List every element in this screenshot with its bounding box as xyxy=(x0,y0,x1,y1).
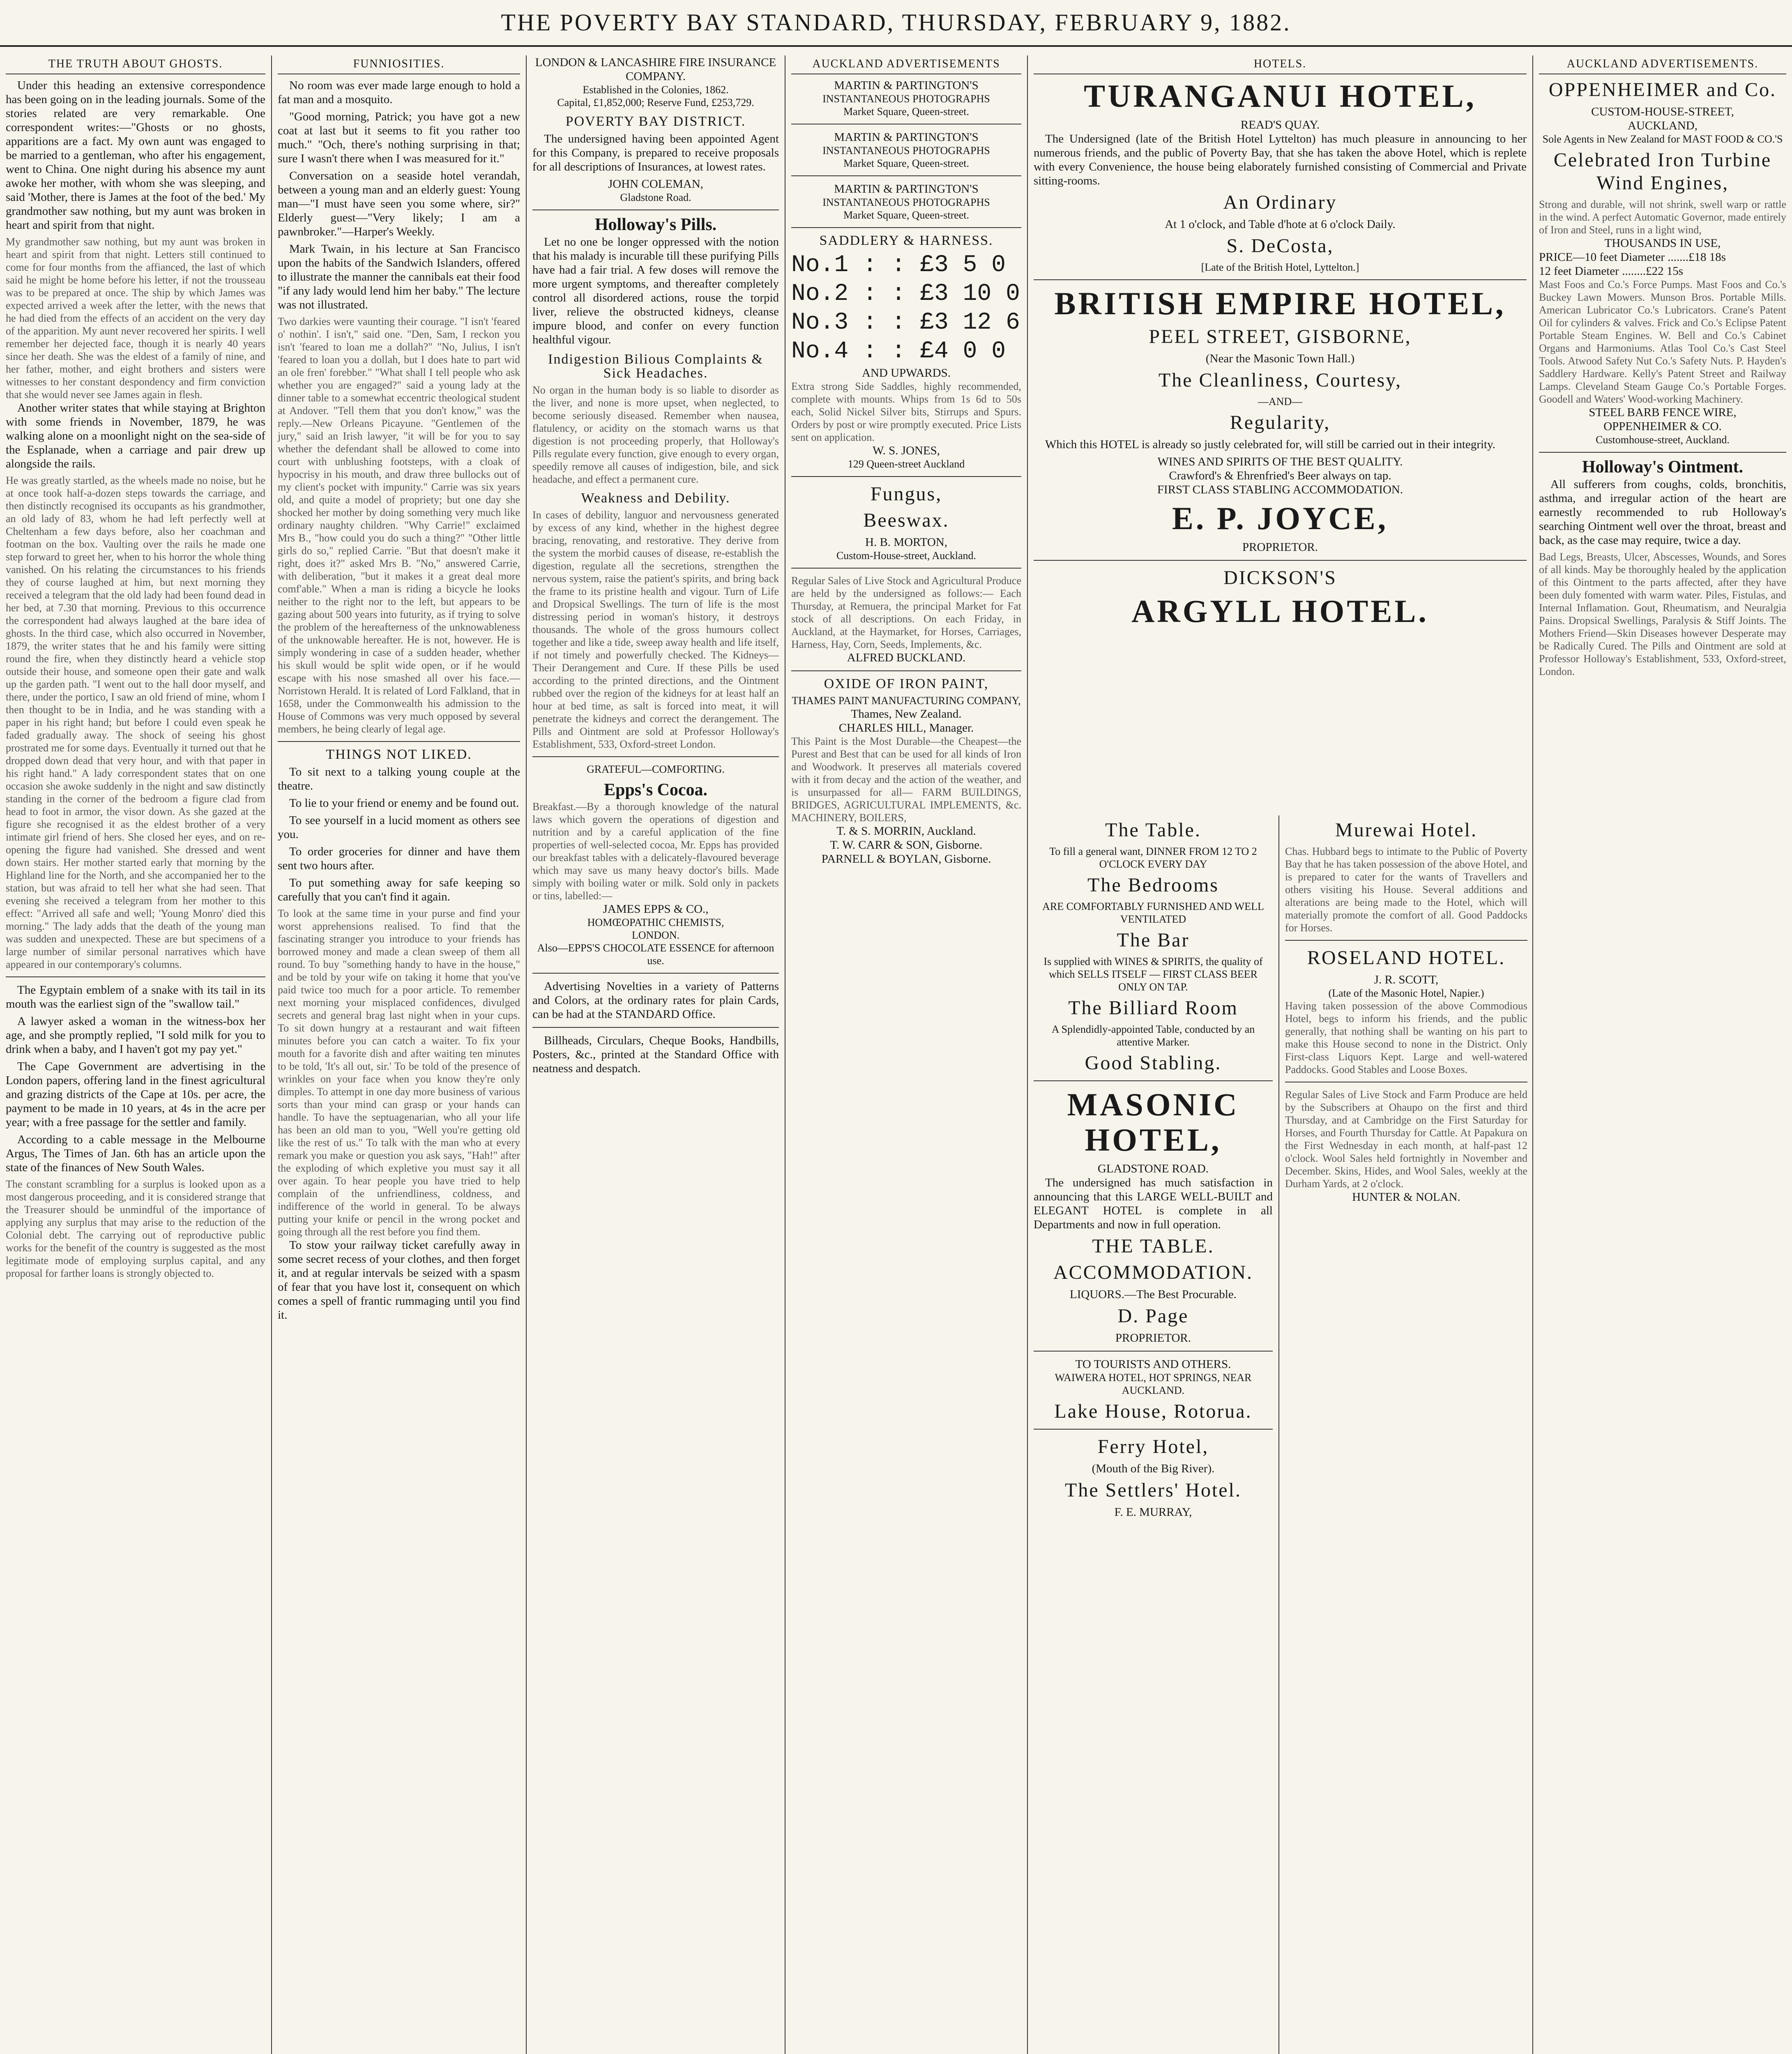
auctioneers-name: HUNTER & NOLAN. xyxy=(1352,1190,1460,1204)
saddler-name: W. S. JONES, xyxy=(872,444,940,457)
divider xyxy=(532,973,779,974)
photographer-line: INSTANTANEOUS PHOTOGRAPHS xyxy=(822,93,990,105)
divider xyxy=(791,568,1021,569)
article-paragraph: The Cape Government are advertising in the London papers, offering land in the finest agricultural and grazing districts of the Cape at 10s. per acre, the payment to be made in 10 years, at 4s in the acre per year; with a free passage for the settler and family. xyxy=(6,1060,265,1129)
auctioneer-name: ALFRED BUCKLAND. xyxy=(847,651,966,664)
paint-agent: T. W. CARR & SON, Gisborne. xyxy=(830,838,983,852)
british-empire-street: PEEL STREET, GISBORNE, xyxy=(1149,326,1412,348)
settlers-hotel: The Settlers' Hotel. xyxy=(1065,1479,1242,1501)
british-empire-near: (Near the Masonic Town Hall.) xyxy=(1205,352,1355,365)
roseland-hotel: ROSELAND HOTEL. xyxy=(1307,947,1506,969)
oppenheimer-agents: Sole Agents in New Zealand for MAST FOOD & CO.'S xyxy=(1542,133,1783,145)
divider xyxy=(532,756,779,757)
fungus-heading: Fungus, xyxy=(870,483,942,505)
insurance-established: Established in the Colonies, 1862. xyxy=(583,84,729,96)
divider xyxy=(532,1027,779,1028)
photographer-name: MARTIN & PARTINGTON'S xyxy=(834,182,979,196)
buyer-name: H. B. MORTON, xyxy=(865,536,947,549)
paint-agent: T. & S. MORRIN, Auckland. xyxy=(836,824,976,838)
buyer-address: Custom-House-street, Auckland. xyxy=(836,550,977,562)
epps-city: LONDON. xyxy=(631,929,680,941)
article-body-text: The constant scrambling for a surplus is looked upon as a most dangerous proceeding, and it is considered strange that the Treasurer should be unmindful of the importance of applying any surplus that may arise to the reduction of the Colonial debt. The carrying out of reproductive public works for the benefit of the country is suggested as the most legitimate mode of employing surplus capital, and any proposal for farther loans is strongly objected to. xyxy=(6,1178,265,1279)
divider xyxy=(791,670,1021,671)
epps-maker: JAMES EPPS & CO., xyxy=(603,903,709,916)
oppenheimer-name-2: OPPENHEIMER & CO. xyxy=(1603,420,1722,433)
article-paragraph: Conversation on a seaside hotel verandah, between a young man and an elderly guest: Young man—"I must have seen you some where, sir?" Elderly guest—"Very likely; I am a pawnbroker."—Harper's Weekly. xyxy=(278,169,520,238)
page-name: D. Page xyxy=(1117,1305,1189,1327)
livestock-sales-text: Regular Sales of Live Stock and Farm Produce are held by the Subscribers at Ohaupo on the first and third Thursday, and at Cambridge on the First Saturday for Horses, and Fourth Thursday for Cattle. At Papakura on the First Wednesday in each month, at half-past 12 o'clock. Wool Sales held fortnightly in November and December. Skins, Hides, and Wool Sales, weekly at the Durham Yards, at 2 o'clock. xyxy=(1285,1089,1527,1190)
saddle-price: No.4 : : £4 0 0 xyxy=(791,338,1006,365)
page-proprietor: PROPRIETOR. xyxy=(1115,1331,1191,1345)
list-item: To stow your railway ticket carefully away in some secret recess of your clothes, and then forget it, and at regular intervals be seized with a spasm of fear that you have lost it, consequent on which comes a spell of frantic rummaging until you find it. xyxy=(278,1239,520,1322)
column-heading: AUCKLAND ADVERTISEMENTS. xyxy=(1539,55,1786,74)
joyce-name: E. P. JOYCE, xyxy=(1172,500,1389,536)
argyll-stabling: Good Stabling. xyxy=(1085,1052,1222,1074)
column-funniosities xyxy=(271,55,526,2054)
photographer-line: INSTANTANEOUS PHOTOGRAPHS xyxy=(822,196,990,208)
list-item: To order groceries for dinner and have them sent two hours after. xyxy=(278,845,520,872)
ointment-text: All sufferers from coughs, colds, bronchitis, asthma, and irregular action of the heart are earnestly recommended to rub Holloway's searching Ointment well over the throat, breast and back, as the case may require, twice a day. xyxy=(1539,478,1786,547)
photographer-name: MARTIN & PARTINGTON'S xyxy=(834,131,979,144)
argyll-billiard: The Billiard Room xyxy=(1068,997,1238,1019)
paint-agent: PARNELL & BOYLAN, Gisborne. xyxy=(821,852,991,866)
proprietor-late: [Late of the British Hotel, Lyttelton.] xyxy=(1201,261,1359,273)
list-item: To put something away for safe keeping so carefully that you can't find it again. xyxy=(278,876,520,903)
insurance-address: Gladstone Road. xyxy=(620,191,691,203)
insurance-agent: JOHN COLEMAN, xyxy=(608,177,703,191)
argyll-furnished: ARE COMFORTABLY FURNISHED AND WELL VENTILATED xyxy=(1042,900,1264,925)
murewai-body-text: Chas. Hubbard begs to intimate to the Public of Poverty Bay that he has taken possession of the above Hotel, and is prepared to cater for the wants of Travellers and others visiting his House. Several additions and alterations are being made to the Hotel, which will materially promote the comfort of all. Good Paddocks for Horses. xyxy=(1285,845,1527,934)
divider xyxy=(791,175,1021,176)
article-title: FUNNIOSITIES. xyxy=(278,55,520,74)
argyll-owner: DICKSON'S xyxy=(1223,567,1337,589)
british-empire-wines: WINES AND SPIRITS OF THE BEST QUALITY. xyxy=(1157,455,1403,468)
saddlery-title: SADDLERY & HARNESS. xyxy=(819,233,993,248)
pills-body-text: No organ in the human body is so liable to disorder as the liver, and none is more upset, when neglected, to become seriously diseased. Remember when nausea, flatulency, or acidity on the stomach warns us that digestion is not proceeding properly, that Holloway's Pills regulate every function, give enough to every organ, speedily remove all causes of indigestion, bile, and sick headache, and effect a permanent cure. xyxy=(532,384,779,485)
argyll-bar-text: Is supplied with WINES & SPIRITS, the quality of which SELLS ITSELF — FIRST CLASS BEER ONLY ON TAP. xyxy=(1043,956,1263,993)
article-title: THE TRUTH ABOUT GHOSTS. xyxy=(6,55,265,74)
section-title: THINGS NOT LIKED. xyxy=(326,747,472,762)
masonic-hotel-title: MASONIC HOTEL, xyxy=(1067,1087,1239,1158)
paint-company: THAMES PAINT MANUFACTURING COMPANY, xyxy=(792,695,1021,707)
divider xyxy=(1539,452,1786,453)
argyll-bar: The Bar xyxy=(1117,929,1190,951)
oppenheimer-city: AUCKLAND, xyxy=(1628,119,1698,132)
divider xyxy=(791,227,1021,228)
divider xyxy=(6,976,265,977)
turbine-heading: Celebrated Iron Turbine Wind Engines, xyxy=(1553,149,1772,194)
article-paragraph: No room was ever made large enough to hold a fat man and a mosquito. xyxy=(278,79,520,106)
ferry-subtitle: (Mouth of the Big River). xyxy=(1092,1462,1215,1475)
beeswax-heading: Beeswax. xyxy=(863,509,949,531)
masonic-table: THE TABLE. xyxy=(1092,1235,1214,1257)
advertising-novelties: Advertising Novelties in a variety of Patterns and Colors, at the ordinary rates for plain Cards, can be had at the STANDARD Office. xyxy=(532,980,779,1021)
photographer-name: MARTIN & PARTINGTON'S xyxy=(834,79,979,92)
divider xyxy=(1034,279,1527,280)
column-heading: HOTELS. xyxy=(1034,55,1527,74)
column-advertisements xyxy=(526,55,785,2054)
ointment-body-text: Bad Legs, Breasts, Ulcer, Abscesses, Wounds, and Sores of all kinds. May be thoroughly healed by the application of this Ointment to the parts affected, after they have been duly fomented with warm water. Piles, Fistulas, and Internal Inflamation. Gout, Rheumatism, and Neuralgia Pains. Dropsical Swellings, Paralysis & Stiff Joints. The Mothers Friend—Skin Diseases however Desperate may be Radically Cured. The Pills and Ointment are sold at Professor Holloway's Establishment, 533, Oxford-street, London. xyxy=(1539,551,1786,677)
divider xyxy=(791,476,1021,477)
article-paragraph: Under this heading an extensive correspondence has been going on in the leading journals. Some of the stories related are very remarkable. One correspondent writes:—"Ghosts or no ghosts, apparitions are a fact. My own aunt was engaged to be married to a gentleman, who after his engagement, went to China. One night during his absence my aunt awoke her mother, with whom she was sleeping, and said 'Mother, there is James at the foot of the bed.' My grandmother saw nothing, but my aunt was broken in heart and spirit from that night. xyxy=(6,79,265,232)
argyll-bedrooms: The Bedrooms xyxy=(1087,874,1219,896)
insurance-title: LONDON & LANCASHIRE FIRE INSURANCE COMPANY. xyxy=(535,56,776,83)
article-body-text: To look at the same time in your purse and find your worst apprehensions realised. To find that the fascinating stranger you introduce to your friends has borrowed money and made a clean sweep of them all round. To buy "something handy to have in the house," and be told by your wife on taking it home that you've paid twice too much for a poor article. To remember next morning your misplaced confidences, divulged secrets and general brag last night when in your cups. To sit down hungry at a restaurant and wait fifteen minutes before you can catch a waiter. To fix your mouth for a favorite dish and after waiting ten minutes to be told, 'It's all out, sir.' To be told of the presence of wrinkles on your face when you know they're only dimples. To attempt in one day more business of various sorts than your mind can grasp or your hands can handle. To have the septuagenarian, who all your life has been an old man to you, "Well you're getting old like the rest of us." To talk with the man who at every remark you make or question you ask says, "Hah!" after the exploding of which expletive you must say it all over again. To hear people you have tried to help complain of the unfriendliness, coldness, and indifference of the world in general. To be always putting your knife or pencil in the wrong pocket and going through all the rest before you find them. xyxy=(278,907,520,1238)
pills-weakness: Weakness and Debility. xyxy=(581,490,730,506)
turanganui-hotel-title: TURANGANUI HOTEL, xyxy=(1084,78,1476,114)
oppenheimer-name: OPPENHEIMER and Co. xyxy=(1548,79,1777,101)
column-truth-about-ghosts xyxy=(0,55,271,2054)
argyll-dinner: To fill a general want, DINNER FROM 12 TO 2 O'CLOCK EVERY DAY xyxy=(1049,845,1257,870)
photographer-address: Market Square, Queen-street. xyxy=(843,209,970,221)
roseland-proprietor: J. R. SCOTT, xyxy=(1374,973,1439,986)
divider xyxy=(1285,940,1527,941)
pills-body-text: In cases of debility, languor and nervousness generated by excess of any kind, whether in the highest degree bracing, renovating, and restorative. They derive from the system the morbid causes of disease, re-establish the digestion, regulate all the secretions, strengthen the nervous system, raise the patient's spirits, and bring back the frame to its pristine health and vigour. Turn of Life and Dropsical Swellings. The turn of life is the most distressing period in woman's history, it destroys thousands. The whole of the gross humours collect together and like a tide, sweep away health and life itself, if not timely and powerfully checked. The Kidneys—Their Derangement and Cure. If these Pills be used according to the printed directions, and the Ointment rubbed over the region of the kidneys for at least half an hour at bed time, as salt is forced into meat, it will penetrate the kidneys and correct the derangement. The Pills and Ointment are sold at Professor Holloway's Establishment, 533, Oxford-street London. xyxy=(532,509,779,750)
ordinary-heading: An Ordinary xyxy=(1223,191,1337,213)
argyll-billiard-text: A Splendidly-appointed Table, conducted by an attentive Marker. xyxy=(1051,1023,1255,1048)
pills-text: Let no one be longer oppressed with the notion that his malady is incurable till these purifying Pills have had a fair trial. A few doses will remove the more urgent symptoms, and thereafter completely control all disordered actions, rouse the torpid liver, relieve the obstructed kidneys, cleanse impure blood, and confer on every function healthful vigour. xyxy=(532,235,779,346)
masthead: THE POVERTY BAY STANDARD, THURSDAY, FEBRUARY 9, 1882. xyxy=(0,0,1792,47)
saddle-price: No.2 : : £3 10 0 xyxy=(791,281,1020,307)
turanganui-location: READ'S QUAY. xyxy=(1240,118,1320,131)
roseland-body-text: Having taken possession of the above Commodious Hotel, begs to inform his friends, and the public generally, that nothing shall be wanting on his part to make this House second to none in the District. Only First-class Liquors Kept. Large and well-watered Paddocks. Good Stables and Loose Boxes. xyxy=(1285,1000,1527,1075)
ferry-hotel: Ferry Hotel, xyxy=(1097,1436,1209,1458)
pills-indigestion: Indigestion Bilious Complaints & Sick Headaches. xyxy=(548,352,763,381)
article-body-text: He was greatly startled, as the wheels made no noise, but he at once took half-a-dozen steps towards the carriage, and then distinctly recognised its occupants as his grandmother, an old lady of 83, whom he had left perfectly well at Cheltenham a few days before, also her coachman and footman on the box. Vaulting over the rails he made one step forward to greet her, when to his horror the whole thing vanished. On his relating the circumstances to his friends they of course laughed at him, but next morning they received a telegram that the old lady had been found dead in her bed, at 7.30 that morning. Previous to this occurrence the correspondent had always laughed at the bare idea of ghosts. In the third case, which also occurred in November, 1879, the writer states that he and his family were sitting round the fire, when they distinctly heard a vehicle stop outside their house, and someone open their gate and walk up the garden path. "I went out to the hall door myself, and there, under the portico, I saw an old friend of mine, whom I then thought to be in India, and he was standing with a paper in his right hand; but before I could even speak he faded gradually away. The shock of seeing his ghost prostrated me for some days. Eventually it turned out that he dropped down dead that very hour, and with that paper in his right hand." A lady correspondent states that on one occasion she awoke suddenly in the night and saw distinctly standing in the corner of the bedroom a figure clad from head to foot in armor, the visor down. As she gazed at the figure she recognised it as the eldest brother of a very intimate girl friend of hers. She closed her eyes, and on re-opening the figure had vanished. She dressed and went down stairs. Her mother started early that morning by the Highland line for the North, and she accompanied her to the station, but was afraid to tell her what she had seen. That evening she received a telegram from her mother to this effect: "Arrived all safe and well; 'Young Monro' died this morning." The lady adds that the death of the young man was sudden and unexpected. These are but specimens of a large number of similar personal narratives which have appeared in our contemporary's columns. xyxy=(6,474,265,970)
british-empire-beer: Crawford's & Ehrenfried's Beer always on tap. xyxy=(1169,469,1391,482)
epps-subtitle: GRATEFUL—COMFORTING. xyxy=(587,763,725,775)
epps-chemists: HOMŒOPATHIC CHEMISTS, xyxy=(587,916,724,928)
turbine-body-text: Strong and durable, will not shrink, swell warp or rattle in the wind. A perfect Automatic Governor, made entirely of Iron and Steel, runs in a light wind, xyxy=(1539,198,1786,236)
article-paragraph: Another writer states that while staying at Brighton with some friends in November, 1879, he was walking alone on a moonlight night on the sea-side of the Esplanade, when a carriage and pair drew up alongside the rails. xyxy=(6,401,265,470)
article-paragraph: Mark Twain, in his lecture at San Francisco upon the habits of the Sandwich Islanders, offered to illustrate the manner the cannibals eat their food "if any lady would lend him her baby." The lecture was not illustrated. xyxy=(278,242,520,311)
paint-place: Thames, New Zealand. xyxy=(851,707,962,721)
epps-title: Epps's Cocoa. xyxy=(603,781,708,799)
insurance-text: The undersigned having been appointed Agent for this Company, is prepared to receive proposals for all descriptions of Insurances, at lowest rates. xyxy=(532,132,779,173)
british-empire-cleanliness: The Cleanliness, Courtesy, xyxy=(1158,369,1402,391)
insurance-district: POVERTY BAY DISTRICT. xyxy=(565,114,746,129)
paint-title: OXIDE OF IRON PAINT, xyxy=(824,676,989,691)
masonic-accommodation: ACCOMMODATION. xyxy=(1053,1262,1253,1283)
saddle-price: No.1 : : £3 5 0 xyxy=(791,252,1006,279)
article-body-text: Two darkies were vaunting their courage. "I isn't 'feared o' nothin'. I isn't," said one. "Den, Sam, I reckon you isn't 'feared to loan me a dollah?" "No, Julius, I isn't 'feared to loan you a dollah, but I does hate to part wid an ole fren' forebber." "What shall I tell people who ask whether you are engaged?" said a young lady at the dinner table to a somewhat eccentric theological student at Andover. "Tell them that you don't know," was the reply.—New Orleans Picayune. "Gentlemen of the jury," said an Irish lawyer, "it will be for you to say whether the defendant shall be allowed to come into court with unblushing footsteps, with a cloak of hypocrisy in his mouth, and draw three bullocks out of my client's pocket with impunity." Carrie was six years old, and quite a model of propriety; but one day she shocked her mother by doing something very much like ordinary naughty children. "Why Carrie!" exclaimed Mrs B., "how could you do such a thing?" "Other little girls do so," replied Carrie. "But that doesn't make it right, does it?" asked Mrs B. "No," answered Carrie, with deliberation, "but it makes it a great deal more comf'able." When a man is riding a bicycle he looks neither to the right nor to the left, but appears to be gazing about 500 years into futurity, as if trying to solve the problem of the hereafterness of the unknowableness of the unknowable hereafter. He is not, however. He is simply wondering in case of a sudden header, whether his skull would be split wide open, or if he would escape with his nose smashed all over his face.—Norristown Herald. It is related of Lord Falkland, that in 1658, under the Commonwealth his admission to the House of Commons was very much opposed by several members, he being clearly of legal age. xyxy=(278,315,520,735)
masonic-text: The undersigned has much satisfaction in announcing that this LARGE WELL-BUILT and ELEGANT HOTEL is complete in all Departments and now in full operation. xyxy=(1034,1176,1273,1231)
oppenheimer-street: CUSTOM-HOUSE-STREET, xyxy=(1591,105,1734,118)
saddler-address: 129 Queen-street Auckland xyxy=(848,458,965,470)
argyll-hotel-title: ARGYLL HOTEL. xyxy=(1131,593,1429,629)
british-empire-and: —AND— xyxy=(1258,396,1303,408)
british-empire-regularity: Regularity, xyxy=(1230,412,1331,433)
hotels-lower-right xyxy=(1278,815,1532,2054)
photographer-address: Market Square, Queen-street. xyxy=(843,106,970,117)
paint-body-text: This Paint is the Most Durable—the Cheapest—the Purest and Best that can be used for all kinds of Iron and Woodwork. It preserves all materials covered with it from decay and the action of the weather, and is unsurpassed for all— FARM BUILDINGS, BRIDGES, AGRICULTURAL IMPLEMENTS, &c. MACHINERY, BOILERS, xyxy=(791,735,1021,824)
column-auckland-advertisements-2 xyxy=(1532,55,1792,2054)
agencies-list-text: Mast Foos and Co.'s Force Pumps. Mast Foos and Co.'s Buckey Lawn Mowers. Munson Bros. Portable Mills. American Lubricator Co.'s Lubricators. Crane's Patent Oil for cylinders & valves. Frick and Co.'s Eclipse Patent Portable Steam Engines. W. Bell and Co.'s Cabinet Organs and Harmoniums. Atlas Tool Co.'s Cast Steel Tools. Atwood Safety Nut Co.'s Safety Nuts. P. Hayden's Saddlery Hardware. Kelly's Patent Street and Railway Lamps. Cleveland Steam Gauge Co.'s Portable Forges. Goodell and Waters' Wood-working Machinery. xyxy=(1539,279,1786,405)
article-paragraph: "Good morning, Patrick; you have got a new coat at last but it seems to fit you rather too much." "Och, there's nothing surprising in that; sure I wasn't there when I was measured for it." xyxy=(278,110,520,165)
column-hotels xyxy=(1027,55,1532,2054)
murewai-hotel: Murewai Hotel. xyxy=(1335,819,1477,841)
photographer-line: INSTANTANEOUS PHOTOGRAPHS xyxy=(822,145,990,157)
masonic-liquors: LIQUORS.—The Best Procurable. xyxy=(1070,1288,1237,1301)
list-item: To lie to your friend or enemy and be found out. xyxy=(289,797,519,810)
divider xyxy=(1034,1080,1273,1081)
turbine-price: 12 feet Diameter ........£22 15s xyxy=(1539,265,1684,278)
turbine-price: PRICE—10 feet Diameter .......£18 18s xyxy=(1539,251,1726,264)
article-paragraph: A lawyer asked a woman in the witness-box her age, and she promptly replied, "I sold milk for you to drink when a baby, and I haven't got my pay yet." xyxy=(6,1015,265,1056)
divider xyxy=(278,741,520,742)
insurance-capital: Capital, £1,852,000; Reserve Fund, £253,729. xyxy=(557,97,754,108)
argyll-table: The Table. xyxy=(1105,819,1201,841)
list-item: To see yourself in a lucid moment as others see you. xyxy=(278,814,520,841)
column-heading: AUCKLAND ADVERTISEMENTS xyxy=(791,55,1021,74)
hotels-lower-left xyxy=(1028,815,1278,2054)
saddlery-body-text: Extra strong Side Saddles, highly recommended, complete with mounts. Whips from 1s 6d to 50s each, Solid Nickel Silver bits, Stirrups and Spurs. Orders by post or wire promptly executed. Price Lists sent on application. xyxy=(791,380,1021,443)
list-item: To sit next to a talking young couple at the theatre. xyxy=(278,765,520,792)
settlers-proprietor: F. E. MURRAY, xyxy=(1114,1506,1192,1519)
tourists-heading: TO TOURISTS AND OTHERS. xyxy=(1075,1358,1231,1371)
oppenheimer-address-2: Customhouse-street, Auckland. xyxy=(1596,434,1730,446)
photographer-address: Market Square, Queen-street. xyxy=(843,157,970,169)
saddle-upwards: AND UPWARDS. xyxy=(862,366,951,380)
billheads-notice: Billheads, Circulars, Cheque Books, Handbills, Posters, &c., printed at the Standard Office with neatness and despatch. xyxy=(532,1034,779,1075)
barb-wire-heading: STEEL BARB FENCE WIRE, xyxy=(1589,406,1737,419)
turbine-thousands: THOUSANDS IN USE, xyxy=(1604,237,1721,250)
ointment-title: Holloway's Ointment. xyxy=(1582,458,1743,477)
divider xyxy=(1034,560,1527,561)
column-auckland-advertisements xyxy=(785,55,1027,2054)
british-empire-text: Which this HOTEL is already so justly celebrated for, will still be carried out in their integrity. xyxy=(1045,438,1495,451)
divider xyxy=(1034,1429,1273,1430)
british-empire-stabling: FIRST CLASS STABLING ACCOMMODATION. xyxy=(1157,483,1403,496)
joyce-proprietor: PROPRIETOR. xyxy=(1242,541,1318,554)
waiwera-hotel: WAIWERA HOTEL, HOT SPRINGS, NEAR AUCKLAND. xyxy=(1055,1372,1252,1396)
masonic-road: GLADSTONE ROAD. xyxy=(1097,1162,1209,1175)
epps-body-text: Breakfast.—By a thorough knowledge of the natural laws which govern the operations of digestion and nutrition and by a careful application of the fine properties of well-selected cocoa, Mr. Epps has provided our breakfast tables with a delicately-flavoured beverage which may save us many heavy doctor's bills. Made simply with boiling water or milk. Sold only in packets or tins, labelled:— xyxy=(532,801,779,902)
saddle-price: No.3 : : £3 12 6 xyxy=(791,309,1020,336)
article-body-text: My grandmother saw nothing, but my aunt was broken in heart and spirit from that night. Letters still continued to come for four months from the affianced, the last of which said he might be home before his letter, if not the trousseau was to be prepared at once. The ship by which James was expected arrived a week after the letter, with the news that he had died from the effects of an accident on the very day of the apparition. My aunt never recovered her spirits. I well remember her dejected face, though it is nearly 40 years since her death. She was the eldest of a family of nine, and her father, mother, and eight brothers and sisters were witnesses to her constant despondency and firm conviction that she would never see James again in flesh. xyxy=(6,236,265,401)
pills-title: Holloway's Pills. xyxy=(594,215,717,234)
lake-house: Lake House, Rotorua. xyxy=(1054,1400,1252,1422)
article-paragraph: According to a cable message in the Melbourne Argus, The Times of Jan. 6th has an article upon the state of the finances of New South Wales. xyxy=(6,1133,265,1174)
paint-manager: CHARLES HILL, Manager. xyxy=(838,721,974,735)
ordinary-time: At 1 o'clock, and Table d'hote at 6 o'clock Daily. xyxy=(1165,218,1396,231)
article-paragraph: The Egyptain emblem of a snake with its tail in its mouth was the earliest sign of the "swallow tail." xyxy=(6,983,265,1011)
turanganui-text: The Undersigned (late of the British Hotel Lyttelton) has much pleasure in announcing to her numerous friends, and the public of Poverty Bay, that she has taken the above Hotel, which is replete with every Convenience, the house being elaborately furnished consisting of Commercial and Private sitting-rooms. xyxy=(1034,132,1527,187)
proprietor-name: S. DeCosta, xyxy=(1226,235,1334,257)
divider xyxy=(1034,1351,1273,1352)
british-empire-hotel-title: BRITISH EMPIRE HOTEL, xyxy=(1054,286,1506,321)
livestock-body-text: Regular Sales of Live Stock and Agricultural Produce are held by the undersigned as follows:— Each Thursday, at Remuera, the principal Market for Fat stock of all descriptions. On each Friday, in Auckland, at the Haymarket, for Horses, Carriages, Harness, Hay, Corn, Seeds, Implements, &c. xyxy=(791,575,1021,650)
roseland-late: (Late of the Masonic Hotel, Napier.) xyxy=(1328,987,1484,999)
epps-also: Also—EPPS'S CHOCOLATE ESSENCE for afternoon use. xyxy=(537,942,774,967)
